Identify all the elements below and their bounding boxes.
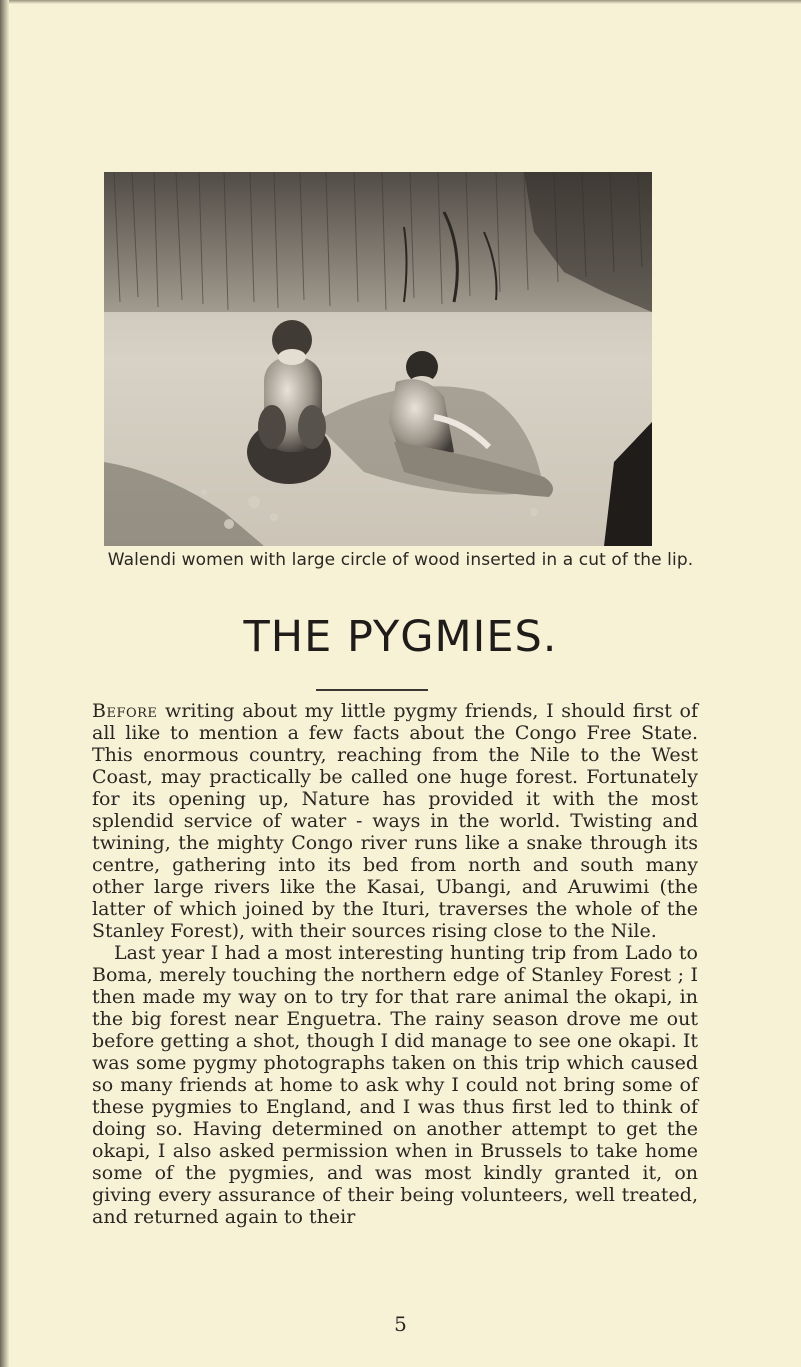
page-binding-edge — [0, 0, 9, 1367]
page-number: 5 — [394, 1312, 407, 1336]
page-top-edge — [0, 0, 801, 4]
photograph-illustration — [104, 172, 652, 546]
title-rule — [316, 689, 428, 691]
photo-caption: Walendi women with large circle of wood inserted in a cut of the lip. — [107, 550, 694, 570]
paragraph-1-text: writing about my little pygmy friends, I should first of all like to mention a few facts about the Congo Free State. This enormous country, reaching from the Nile to the West Coast, may practically be called one huge forest. Fortunately for its opening up, Nature has provided it with the most splendid service of water - ways in the world. Twisting and twining, the mighty Congo river runs like a snake through its centre, gathering into its bed from north and south many other large rivers like the Kasai, Ubangi, and Aruwimi (the latter of which joined by the Ituri, traverses the whole of the Stanley Forest), with their sources rising close to the Nile. — [92, 700, 698, 942]
paragraph-1 — [92, 700, 698, 942]
paragraph-1-lead: Before — [92, 700, 158, 722]
paragraph-2: Last year I had a most interesting hunting trip from Lado to Boma, merely touching the northern edge of Stanley Forest ; I then made my way on to try for that rare animal the okapi, in the big forest near Enguetra. The rainy season drove me out before getting a shot, though I did manage to see one okapi. It was some pygmy photographs taken on this trip which caused so many friends at home to ask why I could not bring some of these pygmies to England, and I was thus first led to think of doing so. Having determined on another attempt to get the okapi, I also asked permission when in Brussels to take home some of the pygmies, and was most kindly granted it, on giving every assurance of their being volunteers, well treated, and returned again to their — [92, 942, 698, 1228]
chapter-title: THE PYGMIES. — [243, 612, 558, 662]
chapter-body — [92, 700, 698, 1228]
photograph — [104, 172, 652, 546]
